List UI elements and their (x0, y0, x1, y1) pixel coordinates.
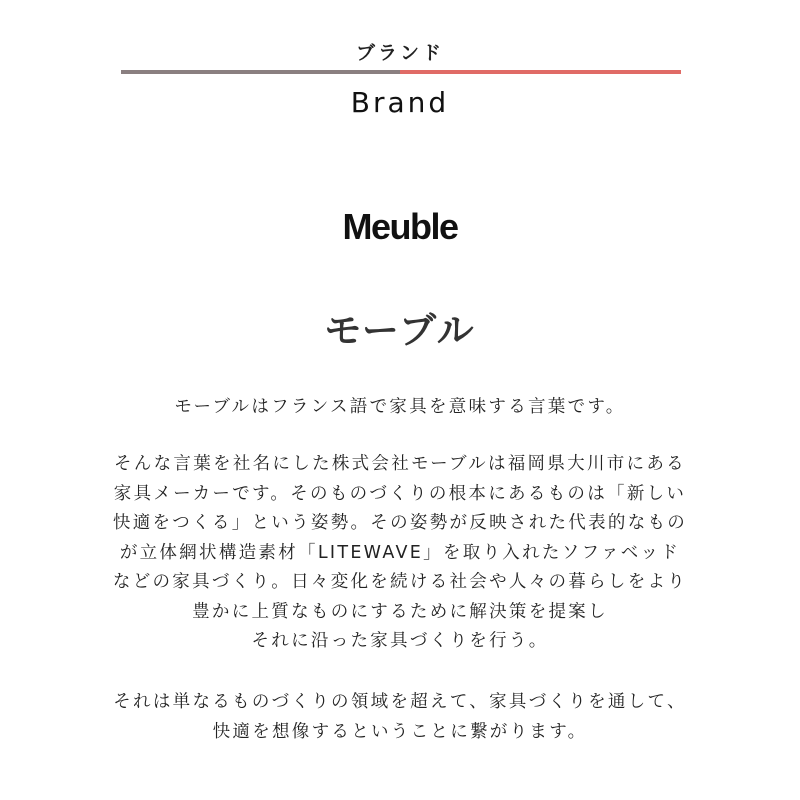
divider-left-segment (121, 70, 400, 74)
paragraph-line: モーブルはフランス語で家具を意味する言葉です。 (174, 397, 626, 417)
section-heading-en: Brand (350, 86, 450, 119)
paragraph-line: 豊かに上質なものにするために解決策を提案し (192, 601, 608, 622)
paragraph-line: 快適を想像するということに繋がります。 (212, 721, 588, 742)
section-heading-jp: ブランド (355, 42, 444, 64)
brand-name-kana: モーブル (324, 309, 476, 352)
paragraph-closing (0, 688, 800, 747)
paragraph-line: 快適をつくる」という姿勢。その姿勢が反映された代表的なもの (112, 513, 688, 533)
paragraph-line: そんな言葉を社名にした株式会社モーブルは福岡県大川市にある (114, 454, 686, 474)
paragraph-intro (0, 393, 800, 423)
paragraph-line: などの家具づくり。日々変化を続ける社会や人々の暮らしをより (112, 572, 688, 592)
paragraph-line: 家具メーカーです。そのものづくりの根本にあるものは「新しい (113, 483, 687, 504)
heading-divider (121, 70, 681, 74)
paragraph-line: それに沿った家具づくりを行う。 (251, 631, 549, 651)
paragraph-line: が立体網状構造素材「LITEWAVE」を取り入れたソファベッド (119, 542, 681, 563)
divider-right-segment (400, 70, 681, 74)
paragraph-company (0, 450, 800, 657)
brand-logo: Meuble (342, 206, 458, 247)
paragraph-line: それは単なるものづくりの領域を超えて、家具づくりを通して、 (113, 692, 687, 712)
